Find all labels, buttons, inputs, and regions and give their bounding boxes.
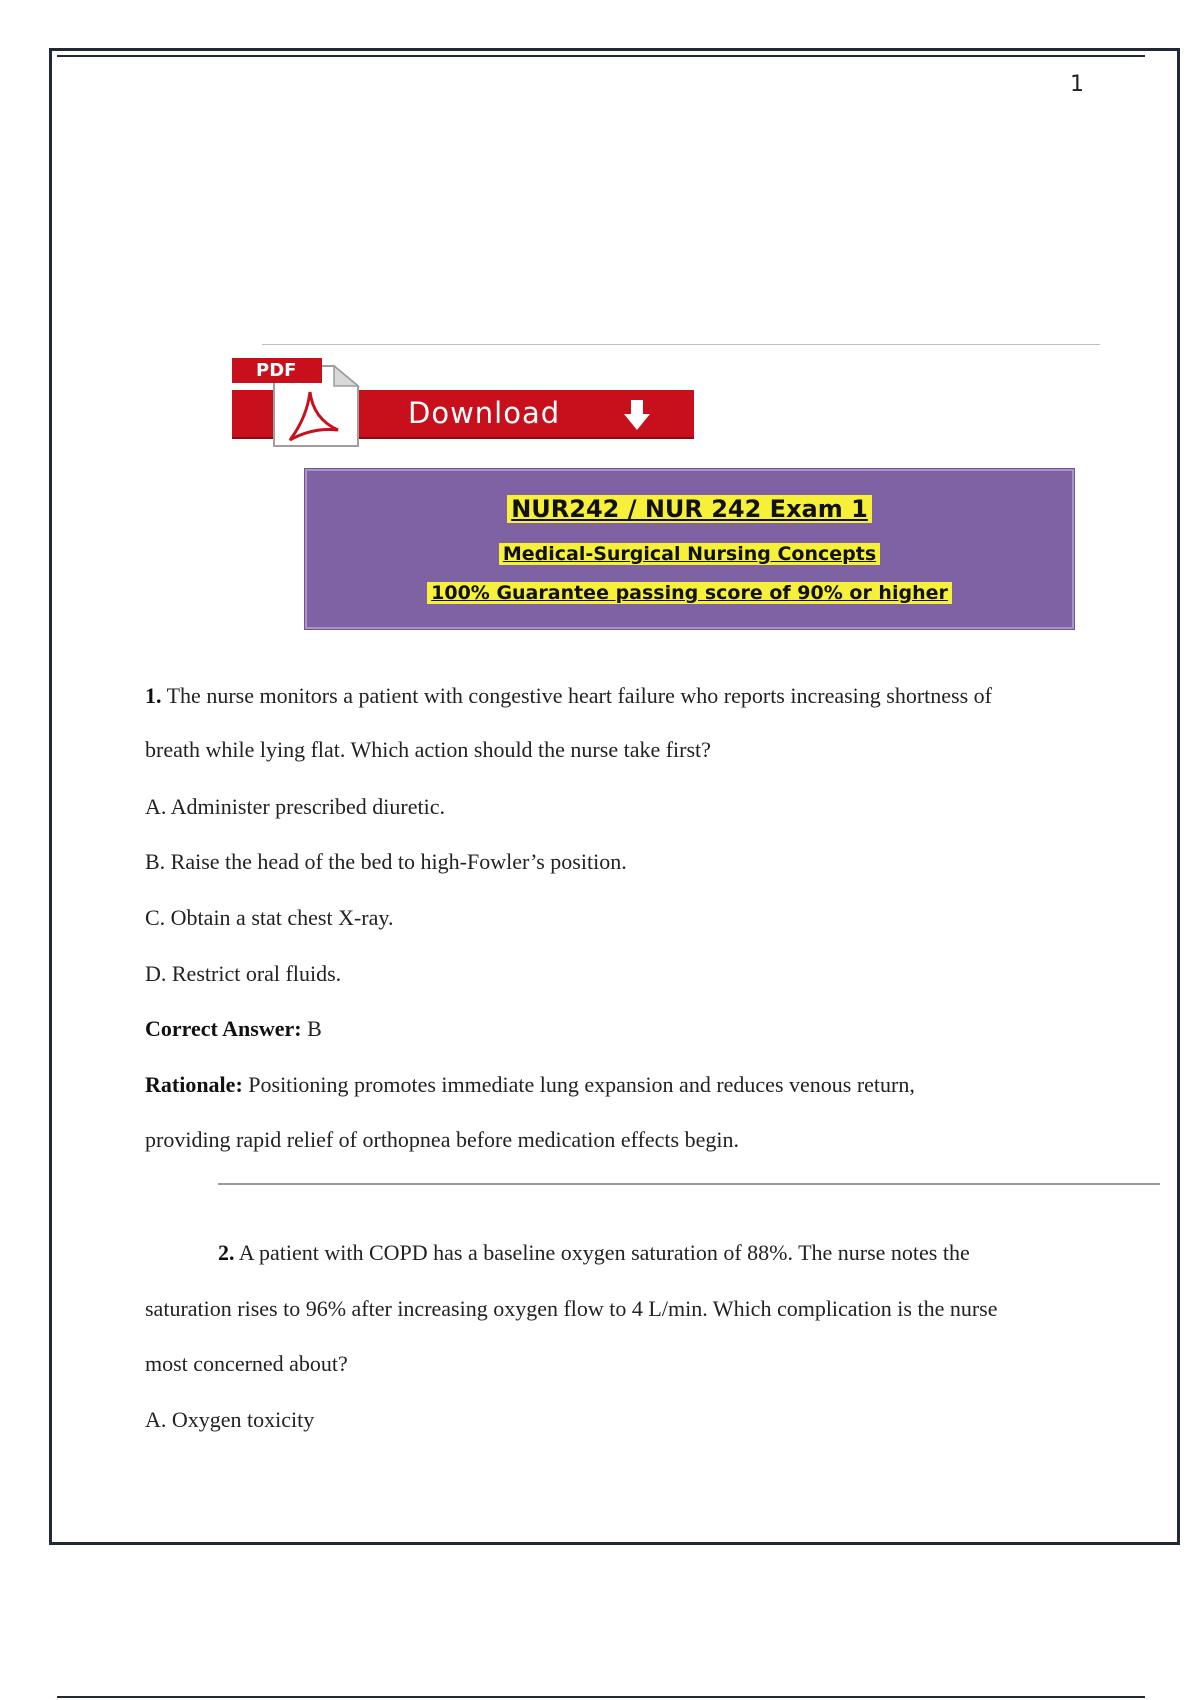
question-2-stem-line-2: saturation rises to 96% after increasing oxygen flow to 4 L/min. Which complication is the nurse [145, 1296, 998, 1321]
question-1-stem-line-1: 1. The nurse monitors a patient with congestive heart failure who reports increasing shortness of [145, 683, 992, 708]
question-1-correct-answer: Correct Answer: B [145, 1016, 322, 1041]
download-arrow-icon [622, 398, 652, 432]
question-2-stem-line-3: most concerned about? [145, 1351, 348, 1376]
question-1-option-b: B. Raise the head of the bed to high-Fowler’s position. [145, 849, 627, 874]
header-rule [262, 344, 1100, 345]
pdf-download-banner[interactable] [230, 358, 695, 450]
next-page-top-rule [57, 1696, 1145, 1698]
exam-title-box [305, 469, 1074, 629]
question-2-stem-line-1: 2. A patient with COPD has a baseline oxygen saturation of 88%. The nurse notes the [218, 1240, 970, 1265]
question-1-stem-line-2: breath while lying flat. Which action should the nurse take first? [145, 737, 711, 762]
question-divider [218, 1183, 1160, 1185]
page-number: 1 [1070, 72, 1084, 97]
question-1-rationale-line-2: providing rapid relief of orthopnea before medication effects begin. [145, 1127, 739, 1152]
question-1-option-c: C. Obtain a stat chest X-ray. [145, 905, 394, 930]
question-1-option-a: A. Administer prescribed diuretic. [145, 794, 445, 819]
exam-guarantee: 100% Guarantee passing score of 90% or higher [307, 582, 1072, 604]
download-label[interactable]: Download [408, 396, 561, 430]
top-rule [57, 55, 1145, 57]
question-2-option-a: A. Oxygen toxicity [145, 1407, 315, 1432]
exam-subtitle: Medical-Surgical Nursing Concepts [307, 543, 1072, 565]
exam-title: NUR242 / NUR 242 Exam 1 [307, 495, 1072, 523]
question-1-option-d: D. Restrict oral fluids. [145, 961, 342, 986]
pdf-tag: PDF [232, 358, 322, 383]
question-1-rationale-line-1: Rationale: Positioning promotes immediate lung expansion and reduces venous return, [145, 1072, 915, 1097]
